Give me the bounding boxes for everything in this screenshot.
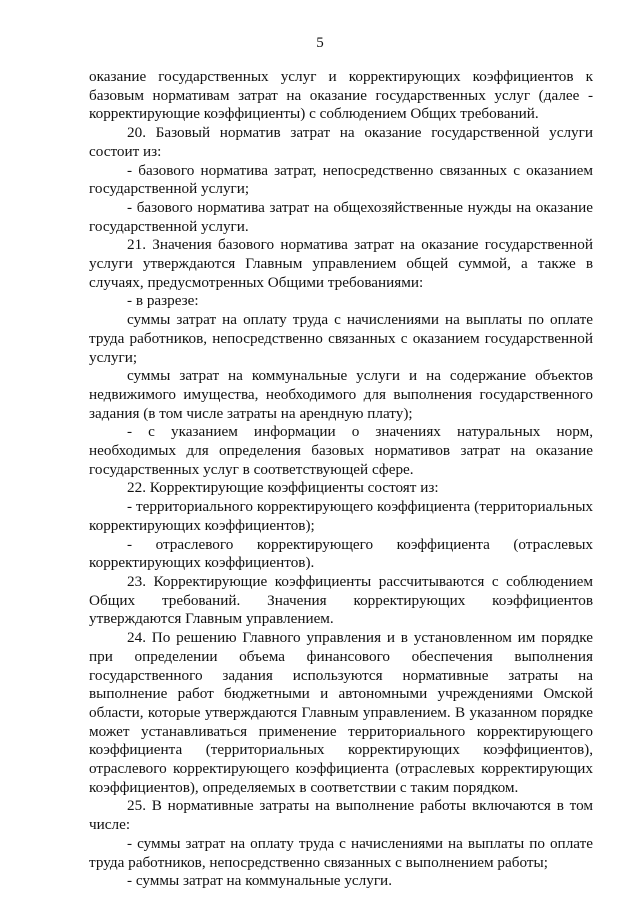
paragraph-item-21-natural-norms: - с указанием информации о значениях натуральных норм, необходимых для определения базовых нормативов затрат на оказание государственных услуг в соответствующей сфере. <box>89 423 593 478</box>
paragraph-item-21-utility-costs: суммы затрат на коммунальные услуги и на содержание объектов недвижимого имущества, необходимого для выполнения государственного задания (в том числе затраты на арендную плату); <box>89 367 593 422</box>
paragraph-item-25: 25. В нормативные затраты на выполнение работы включаются в том числе: <box>89 797 593 834</box>
page-number: 5 <box>316 35 324 51</box>
paragraph-item-21-labor-costs: суммы затрат на оплату труда с начислениями на выплаты по оплате труда работников, непосредственно связанных с оказанием государственной услуги; <box>89 311 593 366</box>
paragraph-item-20-part-1: - базового норматива затрат, непосредственно связанных с оказанием государственной услуги; <box>89 161 593 198</box>
paragraph-continuation: оказание государственных услуг и корректирующих коэффициентов к базовым нормативам затрат на оказание государственных услуг (далее - корректирующие коэффициенты) с соблюдением Общих требований. <box>89 68 593 123</box>
paragraph-item-24: 24. По решению Главного управления и в установленном им порядке при определении объема финансового обеспечения выполнения государственного задания используются нормативные затраты на выполнение работ бюджетными и автономными учреждениями Омской области, которые утверждаются Главным управлением. В указанном порядке может устанавливаться применение территориального корректирующего коэффициента (территориальных корректирующих коэффициентов), отраслевого корректирующего коэффициента (отраслевых корректирующих коэффициентов), определяемых в соответствии с таким порядком. <box>89 629 593 796</box>
paragraph-item-20: 20. Базовый норматив затрат на оказание государственной услуги состоит из: <box>89 124 593 160</box>
paragraph-item-25-utility-costs: - суммы затрат на коммунальные услуги. <box>127 872 392 890</box>
paragraph-item-25-labor-costs: - суммы затрат на оплату труда с начислениями на выплаты по оплате труда работников, непосредственно связанных с выполнением работы; <box>89 834 593 871</box>
paragraph-item-21: 21. Значения базового норматива затрат на оказание государственной услуги утверждаются Главным управлением общей суммой, а также в случаях, предусмотренных Общими требованиями: <box>89 236 593 291</box>
paragraph-item-21-breakdown: - в разрезе: <box>127 292 199 310</box>
paragraph-item-22-territorial: - территориального корректирующего коэффициента (территориальных корректирующих коэффициентов); <box>89 498 593 534</box>
document-body <box>89 68 593 891</box>
paragraph-item-23: 23. Корректирующие коэффициенты рассчитываются с соблюдением Общих требований. Значения корректирующих коэффициентов утверждаются Главным управлением. <box>89 572 593 628</box>
paragraph-item-20-part-2: - базового норматива затрат на общехозяйственные нужды на оказание государственной услуги. <box>89 198 593 235</box>
paragraph-item-22-sectoral: - отраслевого корректирующего коэффициента (отраслевых корректирующих коэффициентов). <box>89 535 593 572</box>
paragraph-item-22: 22. Корректирующие коэффициенты состоят из: <box>127 479 439 497</box>
